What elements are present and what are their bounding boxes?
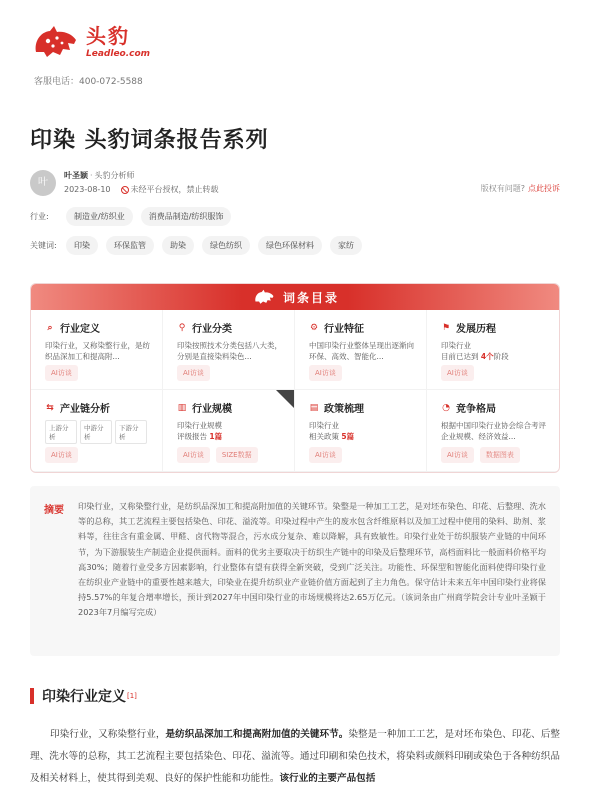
industry-tag[interactable]: 制造业/纺织业 bbox=[66, 207, 133, 226]
leopard-logo-icon bbox=[251, 288, 277, 306]
catalog-item-desc-text: 评级报告 bbox=[177, 432, 210, 441]
catalog-item-desc-line: 印染行业 bbox=[441, 341, 471, 350]
paragraph-text: 染整是一种加工工艺，是对坯布染色、印花、后整理、洗水等的总称，其工艺流程主要包括染色、印花、溢流等。 bbox=[30, 729, 561, 762]
keyword-tag[interactable]: 助染 bbox=[162, 236, 194, 255]
catalog-item-competition[interactable] bbox=[427, 390, 559, 472]
keyword-tag[interactable]: 绿色环保材料 bbox=[258, 236, 322, 255]
author-name[interactable]: 叶圣颖 bbox=[64, 171, 88, 180]
catalog-item-desc: 印染行业，又称染整行业，是纺织品深加工和提高附... bbox=[45, 341, 150, 361]
catalog-item-scale[interactable] bbox=[163, 390, 295, 472]
paragraph-bold: 该行业的主要产品包括 bbox=[279, 773, 376, 784]
catalog-item-desc bbox=[309, 420, 414, 442]
section-heading bbox=[30, 686, 137, 706]
keyword-tag[interactable]: 环保监管 bbox=[106, 236, 154, 255]
catalog-title: 词条目录 bbox=[282, 290, 339, 305]
keyword-tag[interactable]: 家纺 bbox=[330, 236, 362, 255]
complaint-link[interactable]: 点此投诉 bbox=[528, 184, 560, 193]
catalog-item-desc-text: 目前已达到 bbox=[441, 352, 481, 361]
size-data-chip[interactable]: SIZE数据 bbox=[216, 447, 258, 463]
catalog-item-desc-text: 阶段 bbox=[493, 352, 509, 361]
avatar[interactable]: 叶 bbox=[30, 170, 56, 196]
industry-label: 行业: bbox=[30, 212, 49, 221]
catalog-item-desc-text: 相关政策 bbox=[309, 432, 342, 441]
keyword-tag[interactable]: 印染 bbox=[66, 236, 98, 255]
catalog-item-desc: 根据中国印染行业协会综合考评企业规模、经济效益... bbox=[441, 421, 546, 441]
catalog-panel bbox=[30, 283, 560, 473]
catalog-item-title: 竞争格局 bbox=[456, 404, 496, 415]
policy-icon: ▤ bbox=[309, 402, 319, 413]
keyword-tag[interactable]: 绿色纺织 bbox=[202, 236, 250, 255]
catalog-item-history[interactable] bbox=[427, 310, 559, 390]
page-title: 印染 头豹词条报告系列 bbox=[30, 128, 269, 153]
gear-icon: ⚙ bbox=[309, 322, 319, 333]
copyright-question: 版权有问题? bbox=[480, 184, 525, 193]
ban-icon bbox=[121, 186, 129, 194]
catalog-item-definition[interactable] bbox=[31, 310, 163, 390]
downstream-chip[interactable]: 下游分析 bbox=[115, 420, 147, 444]
midstream-chip[interactable]: 中游分析 bbox=[80, 420, 112, 444]
chain-icon: ⇆ bbox=[46, 402, 54, 413]
catalog-item-policy[interactable] bbox=[295, 390, 427, 472]
catalog-item-count: 1篇 bbox=[209, 432, 223, 441]
industry-tag[interactable]: 消费品制造/纺织服饰 bbox=[141, 207, 232, 226]
catalog-item-title: 发展历程 bbox=[456, 324, 496, 335]
catalog-item-title: 政策梳理 bbox=[324, 404, 364, 415]
ai-interview-chip[interactable]: AI访谈 bbox=[441, 447, 474, 463]
ai-interview-chip[interactable]: AI访谈 bbox=[309, 447, 342, 463]
logo-name: 头豹 bbox=[86, 24, 130, 48]
ai-interview-chip[interactable]: AI访谈 bbox=[177, 365, 210, 381]
industry-row bbox=[30, 207, 239, 226]
publish-date: 2023-08-10 bbox=[64, 185, 111, 194]
hotline-text: 客服电话：400-072-5588 bbox=[34, 77, 143, 87]
ai-interview-chip[interactable]: AI访谈 bbox=[309, 365, 342, 381]
author-meta bbox=[64, 184, 219, 195]
magnify-icon: ⌕ bbox=[47, 322, 53, 333]
copyright-complaint bbox=[481, 183, 560, 194]
footnote-ref[interactable]: [1] bbox=[127, 692, 137, 700]
paragraph-bold: 是纺织品深加工和提高附加值的关键环节。 bbox=[165, 729, 349, 740]
definition-paragraph bbox=[30, 724, 560, 790]
leopard-logo-icon bbox=[30, 22, 80, 62]
catalog-item-desc bbox=[177, 420, 282, 442]
pie-icon: ◔ bbox=[442, 402, 450, 413]
catalog-item-title: 行业规模 bbox=[192, 404, 232, 415]
catalog-item-count: 5篇 bbox=[341, 432, 355, 441]
logo-domain: Leadleo.com bbox=[86, 49, 151, 59]
catalog-item-chain[interactable] bbox=[31, 390, 163, 472]
catalog-item-desc: 印染按照技术分类包括八大类，分别是直接染料染色... bbox=[177, 341, 282, 361]
author-name-line: 叶圣颖 · 头豹分析师 bbox=[64, 171, 135, 180]
section-title: 印染行业定义 bbox=[42, 689, 126, 705]
section-bar bbox=[30, 688, 34, 704]
author-row bbox=[30, 170, 570, 200]
ai-interview-chip[interactable]: AI访谈 bbox=[45, 447, 78, 463]
catalog-item-desc bbox=[441, 340, 547, 362]
logo[interactable] bbox=[30, 22, 150, 62]
catalog-item-desc-line: 印染行业 bbox=[309, 421, 339, 430]
abstract-box bbox=[30, 486, 560, 656]
catalog-item-title: 产业链分析 bbox=[60, 404, 110, 415]
paragraph-text: 印染行业，又称染整行业， bbox=[50, 729, 166, 740]
corner-badge bbox=[276, 390, 294, 408]
abstract-text: 印染行业，又称染整行业，是纺织品深加工和提高附加值的关键环节。染整是一种加工工艺，是对坯布染色、印花、后整理、洗水等的总称，其工艺流程主要包括染色、印花、溢流等。印染过程中产生的废水包含纤维原料以及加工过程中使用的染料、助剂、浆料等，往往含有重金属、甲醛、卤代物等混合，污水成分复杂、难以降解，具有致敏性。印染行业处于纺织服装产业链的中间环节，为下游服装生产制造企业提供面料。面料的优劣主要取决于纺织生产链中的印染及后整理环节，高档面料比一般面料价格平均高30%；随着行业受多方因素影响，行业整体有望有获得全新突破，受到广泛关注。功能性、环保型和智能化面料使得印染行业在纺织业产业链中的重要性越来越大，印染业在提升纺织业产业链价值方面起到了主力角色。保守估计未来五年中国印染行业将保持5.57%的年复合增率增长，预计到2027年中国印染行业的市场规模将达2.65万亿元。（该词条由广州商学院会计专业叶圣颖于2023年7月编写完成） bbox=[78, 501, 546, 618]
tree-icon: ⚲ bbox=[178, 322, 186, 333]
keyword-row bbox=[30, 236, 370, 255]
catalog-header bbox=[31, 284, 559, 310]
catalog-item-count: 4个 bbox=[480, 352, 494, 361]
ai-interview-chip[interactable]: AI访谈 bbox=[441, 365, 474, 381]
catalog-item-classification[interactable] bbox=[163, 310, 295, 390]
catalog-item-desc: 中国印染行业整体呈现出逐渐向环保、高效、智能化... bbox=[309, 341, 414, 361]
abstract-label: 摘要 bbox=[44, 505, 64, 516]
repost-notice: 未经平台授权，禁止转载 bbox=[130, 185, 219, 194]
flag-icon: ⚑ bbox=[441, 322, 451, 333]
data-chart-chip[interactable]: 数据图表 bbox=[480, 447, 520, 463]
catalog-item-title: 行业分类 bbox=[192, 324, 232, 335]
catalog-item-title: 行业定义 bbox=[60, 324, 100, 335]
paragraph-text: 通过印刷和染色技术，将染料或颜料印刷或染色于各种纺织品及相关材料上，使其得到美观、良好的保护性能和功能性。 bbox=[30, 751, 561, 784]
catalog-item-features[interactable] bbox=[295, 310, 427, 390]
bar-icon: ▥ bbox=[177, 402, 187, 413]
catalog-item-desc-line: 印染行业规模 bbox=[177, 421, 222, 430]
ai-interview-chip[interactable]: AI访谈 bbox=[177, 447, 210, 463]
author-role: 头豹分析师 bbox=[94, 171, 135, 180]
keyword-label: 关键词: bbox=[30, 241, 57, 250]
ai-interview-chip[interactable]: AI访谈 bbox=[45, 365, 78, 381]
upstream-chip[interactable]: 上游分析 bbox=[45, 420, 77, 444]
catalog-item-title: 行业特征 bbox=[324, 324, 364, 335]
